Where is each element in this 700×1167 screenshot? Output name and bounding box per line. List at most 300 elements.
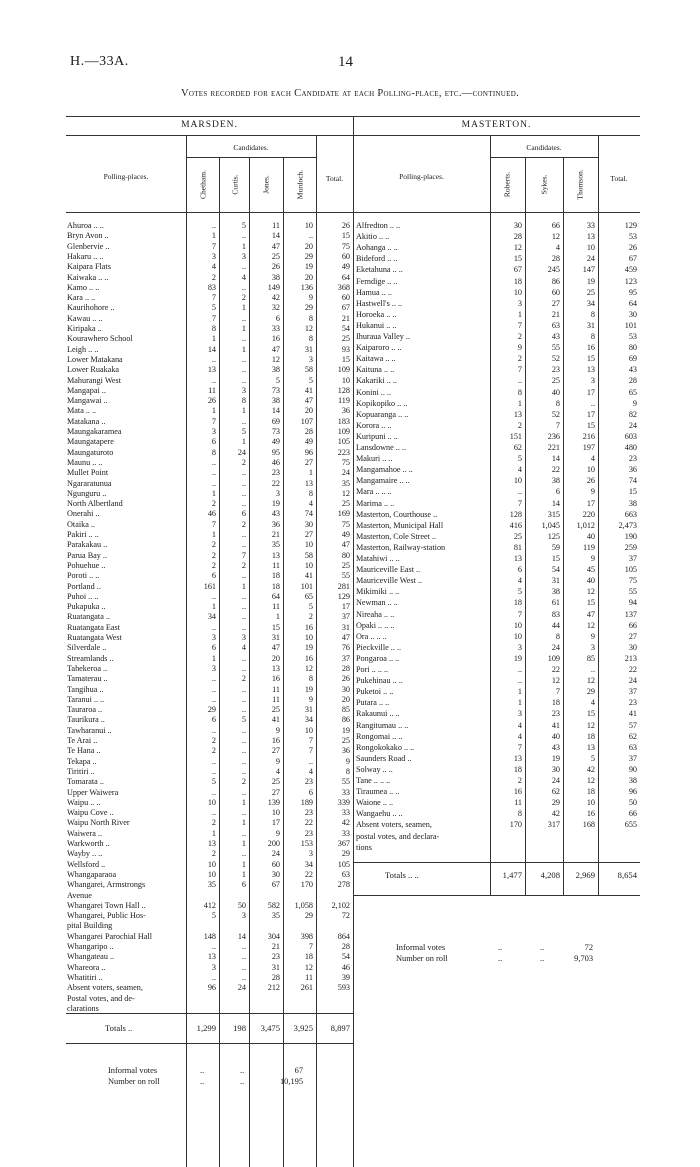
vote-cell: 67 [271, 880, 280, 890]
vote-cell: 26 [628, 243, 637, 253]
polling-place: Wellsford .. [67, 859, 106, 869]
vote-cell: 6 [308, 787, 313, 797]
vote-cell: 31 [271, 962, 280, 972]
vote-cell: 64 [341, 272, 350, 282]
vote-cell: 64 [271, 591, 280, 601]
page-number: 14 [338, 54, 353, 70]
vote-cell: 1 [517, 687, 522, 697]
masterton-row [0, 265, 700, 275]
vote-cell: 12 [304, 962, 313, 972]
masterton-row [0, 410, 700, 420]
vote-cell: 61 [551, 598, 560, 608]
vote-cell: 10 [304, 540, 313, 550]
polling-place: Portland .. [67, 581, 101, 591]
vote-cell: 20 [304, 241, 313, 251]
vote-cell: 13 [304, 478, 313, 488]
vote-cell: 603 [624, 431, 637, 441]
vote-cell: 1 [517, 698, 522, 708]
vote-cell: 67 [341, 303, 350, 313]
vote-cell: 13 [207, 839, 216, 848]
vote-cell: .. [211, 972, 216, 982]
vote-cell: 12 [513, 243, 522, 253]
vote-cell: 19 [341, 725, 350, 735]
vote-cell: 66 [551, 221, 560, 230]
polling-place: Kaituna .. .. [356, 365, 395, 375]
vote-cell: 8 [308, 313, 313, 323]
vote-cell: 1 [211, 231, 216, 241]
polling-place: Hamua .. .. [356, 287, 392, 297]
vote-cell: 4 [308, 499, 313, 509]
vote-cell: 655 [624, 820, 637, 830]
vote-cell: 19 [271, 499, 280, 509]
vote-cell: .. [241, 365, 246, 375]
vote-cell: 18 [271, 571, 280, 581]
vote-cell: .. [211, 942, 216, 951]
vote-cell: 26 [207, 396, 216, 406]
vote-cell: 60 [271, 859, 280, 869]
vote-cell: 47 [304, 396, 313, 406]
vote-cell: 40 [551, 387, 560, 397]
vote-cell: 10 [586, 465, 595, 475]
vote-cell: 4 [517, 465, 522, 475]
polling-place: Mata .. .. [67, 406, 97, 416]
vote-cell: 136 [300, 282, 313, 292]
vote-cell: .. [241, 653, 246, 663]
vote-cell: 582 [267, 900, 280, 910]
vote-cell: 22 [551, 665, 560, 674]
masterton-row [0, 621, 700, 631]
polling-place: Hukanui .. .. [356, 320, 397, 330]
vote-cell: 22 [304, 869, 313, 879]
vote-cell: 31 [271, 633, 280, 642]
polling-place: Waipu North River [67, 818, 130, 828]
vote-cell: 7 [517, 498, 522, 508]
total-cell: 3,925 [293, 1023, 313, 1033]
vote-cell: .. [241, 828, 246, 838]
vote-cell: 1,012 [576, 520, 595, 530]
vote-cell: 21 [271, 942, 280, 951]
vote-cell: 69 [628, 354, 637, 364]
vote-cell: .. [241, 694, 246, 704]
polling-place: Mullet Point [67, 468, 109, 478]
vote-cell: 33 [586, 221, 595, 230]
vote-cell: 223 [337, 447, 350, 457]
vote-cell: 9 [308, 293, 313, 303]
vote-cell: 11 [272, 602, 280, 612]
polling-place: Mara .. .. .. [356, 487, 392, 497]
polling-place: Kaurihohore .. [67, 303, 115, 313]
vote-cell: 83 [207, 282, 216, 292]
vote-cell: 18 [271, 581, 280, 591]
vote-cell: 17 [271, 818, 280, 828]
vote-cell: 11 [272, 221, 280, 230]
vote-cell: 9 [632, 398, 637, 408]
vote-cell: 75 [628, 576, 637, 586]
informal-votes-label: Informal votes [396, 943, 446, 952]
vote-cell: 50 [628, 798, 637, 808]
masterton-row [0, 743, 700, 753]
vote-cell: 14 [207, 344, 216, 354]
vote-cell: .. [211, 808, 216, 818]
vote-cell: 149 [267, 282, 280, 292]
polling-place: Rakaunui .. .. [356, 709, 400, 719]
vote-cell: 23 [304, 808, 313, 818]
vote-cell: 1 [241, 303, 246, 313]
masterton-row [0, 399, 700, 409]
vote-cell: 42 [271, 293, 280, 303]
masterton-row [0, 354, 700, 364]
polling-place: Waione .. .. [356, 798, 394, 808]
vote-cell: 69 [271, 416, 280, 426]
vote-cell: 14 [271, 406, 280, 416]
polling-place: Maungakaramea [67, 427, 122, 436]
vote-cell: 170 [300, 880, 313, 890]
masterton-row [0, 676, 700, 686]
vote-cell: 43 [628, 365, 637, 375]
polling-place: Kamo .. .. [67, 282, 100, 292]
vote-cell: 190 [624, 531, 637, 541]
vote-cell: 55 [341, 777, 350, 787]
vote-cell: 23 [551, 365, 560, 375]
vote-cell: 83 [551, 609, 560, 619]
vote-cell: 129 [624, 221, 637, 230]
vote-cell: 15 [586, 709, 595, 719]
vote-cell: 38 [271, 272, 280, 282]
vote-cell: 8 [211, 324, 216, 333]
masterton-row [0, 684, 700, 697]
vote-cell: 52 [551, 409, 560, 419]
vote-cell: 30 [628, 309, 637, 319]
vote-cell: 1 [211, 602, 216, 612]
vote-cell: 3 [275, 488, 280, 498]
polling-place: Korora .. .. [356, 420, 392, 430]
marsden-row [0, 983, 700, 993]
vote-cell: 54 [341, 324, 350, 333]
vote-cell: 339 [337, 797, 350, 807]
vote-cell: 85 [341, 705, 350, 715]
vote-cell: .. [211, 787, 216, 797]
vote-cell: 2 [517, 420, 522, 430]
vote-cell: 1 [241, 859, 246, 869]
vote-cell: 38 [551, 587, 560, 597]
vote-cell: 261 [300, 983, 313, 993]
vote-cell: 93 [341, 344, 350, 354]
vote-cell: 3 [517, 298, 522, 308]
vote-cell: 67 [513, 265, 522, 275]
vote-cell: .. [308, 756, 313, 766]
polling-place: Solway .. .. [356, 764, 393, 774]
polling-place: Postal votes, and de- [67, 993, 135, 1003]
vote-cell: 25 [513, 531, 522, 541]
vote-cell: 47 [271, 241, 280, 251]
polling-place: North Albertland [67, 499, 123, 509]
vote-cell: 317 [547, 820, 560, 830]
vote-cell: 30 [551, 764, 560, 774]
masterton-col-thomson: Thomson. [575, 169, 585, 200]
polling-place: Wangaehu .. .. [356, 809, 403, 819]
marsden-row [0, 860, 700, 870]
masterton-row [0, 454, 700, 464]
polling-place: Pori .. .. .. [356, 665, 389, 674]
vote-cell: 15 [628, 487, 637, 497]
masterton-row [0, 299, 700, 309]
polling-place: Opaki .. .. .. [356, 620, 395, 630]
polling-place: Whangaparaoa [67, 869, 117, 879]
document-code: H.—33A. [70, 54, 129, 69]
vote-cell: 1 [241, 406, 246, 416]
polling-place: Mauriceville East .. [356, 565, 421, 575]
vote-cell: 75 [341, 519, 350, 529]
vote-cell: 25 [341, 334, 350, 344]
vote-cell: .. [241, 313, 246, 323]
vote-cell: 109 [337, 365, 350, 375]
vote-cell: 197 [582, 443, 595, 452]
vote-cell: 27 [304, 457, 313, 467]
polling-place: Masterton, Courthouse .. [356, 509, 438, 519]
masterton-row [0, 365, 700, 375]
vote-cell: 9 [275, 725, 280, 735]
totals-label: Totals .. [105, 1023, 133, 1033]
vote-cell: 109 [547, 653, 560, 663]
vote-cell: 45 [586, 565, 595, 575]
vote-cell: 7 [308, 746, 313, 756]
vote-cell: 95 [628, 287, 637, 297]
vote-cell: 29 [207, 705, 216, 715]
polling-place: Ihuraua Valley .. [356, 332, 410, 341]
vote-cell: .. [241, 756, 246, 766]
vote-cell: 8 [241, 396, 246, 406]
vote-cell: 10 [341, 375, 350, 385]
vote-cell: 23 [628, 454, 637, 464]
polling-place: Te Hana .. [67, 746, 101, 756]
vote-cell: 26 [341, 221, 350, 230]
vote-cell: 123 [624, 276, 637, 286]
vote-cell: 31 [586, 320, 595, 330]
vote-cell: 60 [341, 251, 350, 261]
vote-cell: 3 [211, 633, 216, 642]
vote-cell: 8 [308, 488, 313, 498]
marsden-row [0, 932, 700, 942]
vote-cell: 10 [513, 631, 522, 641]
vote-cell: .. [211, 591, 216, 601]
polling-place: Ferndige .. .. [356, 276, 398, 286]
masterton-row [0, 332, 700, 342]
vote-cell: 20 [304, 406, 313, 416]
vote-cell: 29 [304, 911, 313, 921]
total-cell: 2,969 [575, 870, 595, 880]
vote-cell: 137 [624, 609, 637, 619]
vote-cell: 53 [628, 232, 637, 242]
masterton-row [0, 432, 700, 442]
vote-cell: 1 [275, 612, 280, 622]
vote-cell: .. [241, 262, 246, 272]
masterton-row [0, 243, 700, 253]
vote-cell: 18 [513, 598, 522, 608]
vote-cell: 25 [341, 560, 350, 570]
vote-cell: 13 [271, 663, 280, 673]
vote-cell: .. [241, 231, 246, 241]
vote-cell: 6 [275, 313, 280, 323]
vote-cell: 34 [586, 298, 595, 308]
vote-cell: 33 [341, 787, 350, 797]
vote-cell: 15 [586, 420, 595, 430]
total-cell: 198 [233, 1023, 246, 1033]
masterton-row [0, 321, 700, 331]
vote-cell: 398 [300, 931, 313, 941]
vote-cell: 38 [271, 396, 280, 406]
polling-place: Tamaterau .. [67, 674, 108, 684]
vote-cell: 14 [551, 454, 560, 464]
vote-cell: 221 [547, 443, 560, 452]
vote-cell: 10 [513, 476, 522, 486]
polling-place: Hakaru .. .. [67, 251, 104, 261]
vote-cell: .. [211, 221, 216, 230]
vote-cell: 16 [271, 674, 280, 684]
polling-place: Tomarata .. [67, 777, 104, 787]
vote-cell: 9 [517, 343, 522, 353]
polling-place: Mangamahoe .. .. [356, 465, 413, 475]
vote-cell: 12 [304, 324, 313, 333]
vote-cell: 4 [517, 576, 522, 586]
vote-cell: 3 [590, 376, 595, 386]
marsden-candidates-label: Candidates. [233, 143, 269, 152]
vote-cell: 2 [211, 499, 216, 509]
vote-cell: 2 [241, 293, 246, 303]
vote-cell: 64 [628, 298, 637, 308]
vote-cell: 1 [517, 398, 522, 408]
vote-cell: 62 [551, 787, 560, 797]
vote-cell: 6 [211, 643, 216, 653]
vote-cell: 27 [628, 631, 637, 641]
vote-cell: 31 [304, 344, 313, 354]
vote-cell: 5 [241, 221, 246, 230]
vote-cell: 10 [513, 287, 522, 297]
vote-cell: .. [211, 478, 216, 488]
polling-place: Kaitawa .. .. [356, 354, 396, 364]
vote-cell: 9 [590, 631, 595, 641]
polling-place: Pohuehue .. [67, 560, 106, 570]
polling-place: Ngunguru .. [67, 488, 107, 498]
vote-cell: 46 [271, 457, 280, 467]
vote-cell: 31 [304, 705, 313, 715]
vote-cell: 53 [628, 332, 637, 341]
vote-cell: 1 [211, 488, 216, 498]
total-cell: 1,299 [196, 1023, 216, 1033]
vote-cell: .. [241, 746, 246, 756]
vote-cell: 25 [551, 376, 560, 386]
masterton-row [0, 521, 700, 531]
masterton-row [0, 665, 700, 675]
vote-cell: 34 [304, 859, 313, 869]
polling-place: Kopikopiko .. .. [356, 398, 408, 408]
vote-cell: 8 [517, 387, 522, 397]
vote-cell: 14 [551, 498, 560, 508]
vote-cell: .. [241, 705, 246, 715]
vote-cell: 74 [304, 509, 313, 519]
polling-place: Lower Ruakaka [67, 365, 120, 375]
masterton-row [0, 654, 700, 664]
vote-cell: 315 [547, 509, 560, 519]
masterton-row [0, 376, 700, 386]
polling-place: Poroti .. .. [67, 571, 100, 581]
vote-cell: 1 [241, 818, 246, 828]
polling-place: Rongokokako .. .. [356, 742, 415, 752]
vote-cell: 18 [551, 698, 560, 708]
vote-cell: .. [211, 725, 216, 735]
vote-cell: 189 [300, 797, 313, 807]
vote-cell: 29 [304, 303, 313, 313]
polling-place: Pakiri .. .. [67, 530, 99, 539]
masterton-row [0, 554, 700, 564]
vote-cell: 24 [551, 642, 560, 652]
vote-cell: 40 [551, 731, 560, 741]
vote-cell: 24 [586, 254, 595, 264]
vote-cell: 34 [304, 715, 313, 725]
vote-cell: 4 [241, 272, 246, 282]
vote-cell: 10 [304, 560, 313, 570]
vote-cell: 125 [547, 531, 560, 541]
masterton-row [0, 698, 700, 708]
vote-cell: 10 [271, 808, 280, 818]
vote-cell: 18 [586, 787, 595, 797]
vote-cell: 3 [517, 709, 522, 719]
vote-cell: 15 [341, 354, 350, 364]
vote-cell: 236 [547, 431, 560, 441]
vote-cell: 63 [628, 742, 637, 752]
vote-cell: 245 [547, 265, 560, 275]
masterton-row [0, 721, 700, 731]
vote-cell: .. [241, 334, 246, 344]
masterton-row [0, 843, 700, 853]
vote-cell: 7 [555, 687, 560, 697]
vote-cell: .. [241, 375, 246, 385]
vote-cell: .. [241, 952, 246, 962]
vote-cell: 49 [341, 530, 350, 539]
polling-place: Puketoi .. .. [356, 687, 394, 697]
vote-cell: 36 [628, 465, 637, 475]
vote-cell: 36 [271, 519, 280, 529]
vote-cell: 27 [551, 298, 560, 308]
vote-cell: 4 [590, 698, 595, 708]
vote-cell: 11 [514, 798, 522, 808]
vote-cell: 1 [211, 334, 216, 344]
vote-cell: 37 [341, 612, 350, 622]
vote-cell: 6 [555, 487, 560, 497]
vote-cell: 1 [517, 309, 522, 319]
vote-cell: 96 [207, 983, 216, 993]
vote-cell: 23 [551, 709, 560, 719]
vote-cell: 15 [513, 254, 522, 264]
vote-cell: 22 [304, 818, 313, 828]
vote-cell: 24 [628, 420, 637, 430]
vote-cell: 1 [241, 869, 246, 879]
masterton-row [0, 343, 700, 353]
polling-place: Warkworth .. [67, 839, 110, 848]
masterton-row [0, 776, 700, 786]
polling-place: Ruatangata East [67, 622, 120, 632]
vote-cell: 2 [241, 777, 246, 787]
masterton-row [0, 543, 700, 553]
vote-cell: 6 [517, 565, 522, 575]
vote-cell: .. [308, 231, 313, 241]
vote-cell: 76 [341, 643, 350, 653]
vote-cell: 7 [241, 550, 246, 560]
polling-place: Tawharanui .. [67, 725, 112, 735]
vote-cell: 278 [337, 880, 350, 890]
polling-place: Aohanga .. .. [356, 243, 398, 253]
vote-cell: 54 [551, 565, 560, 575]
polling-place: Ruatangata West [67, 633, 122, 642]
